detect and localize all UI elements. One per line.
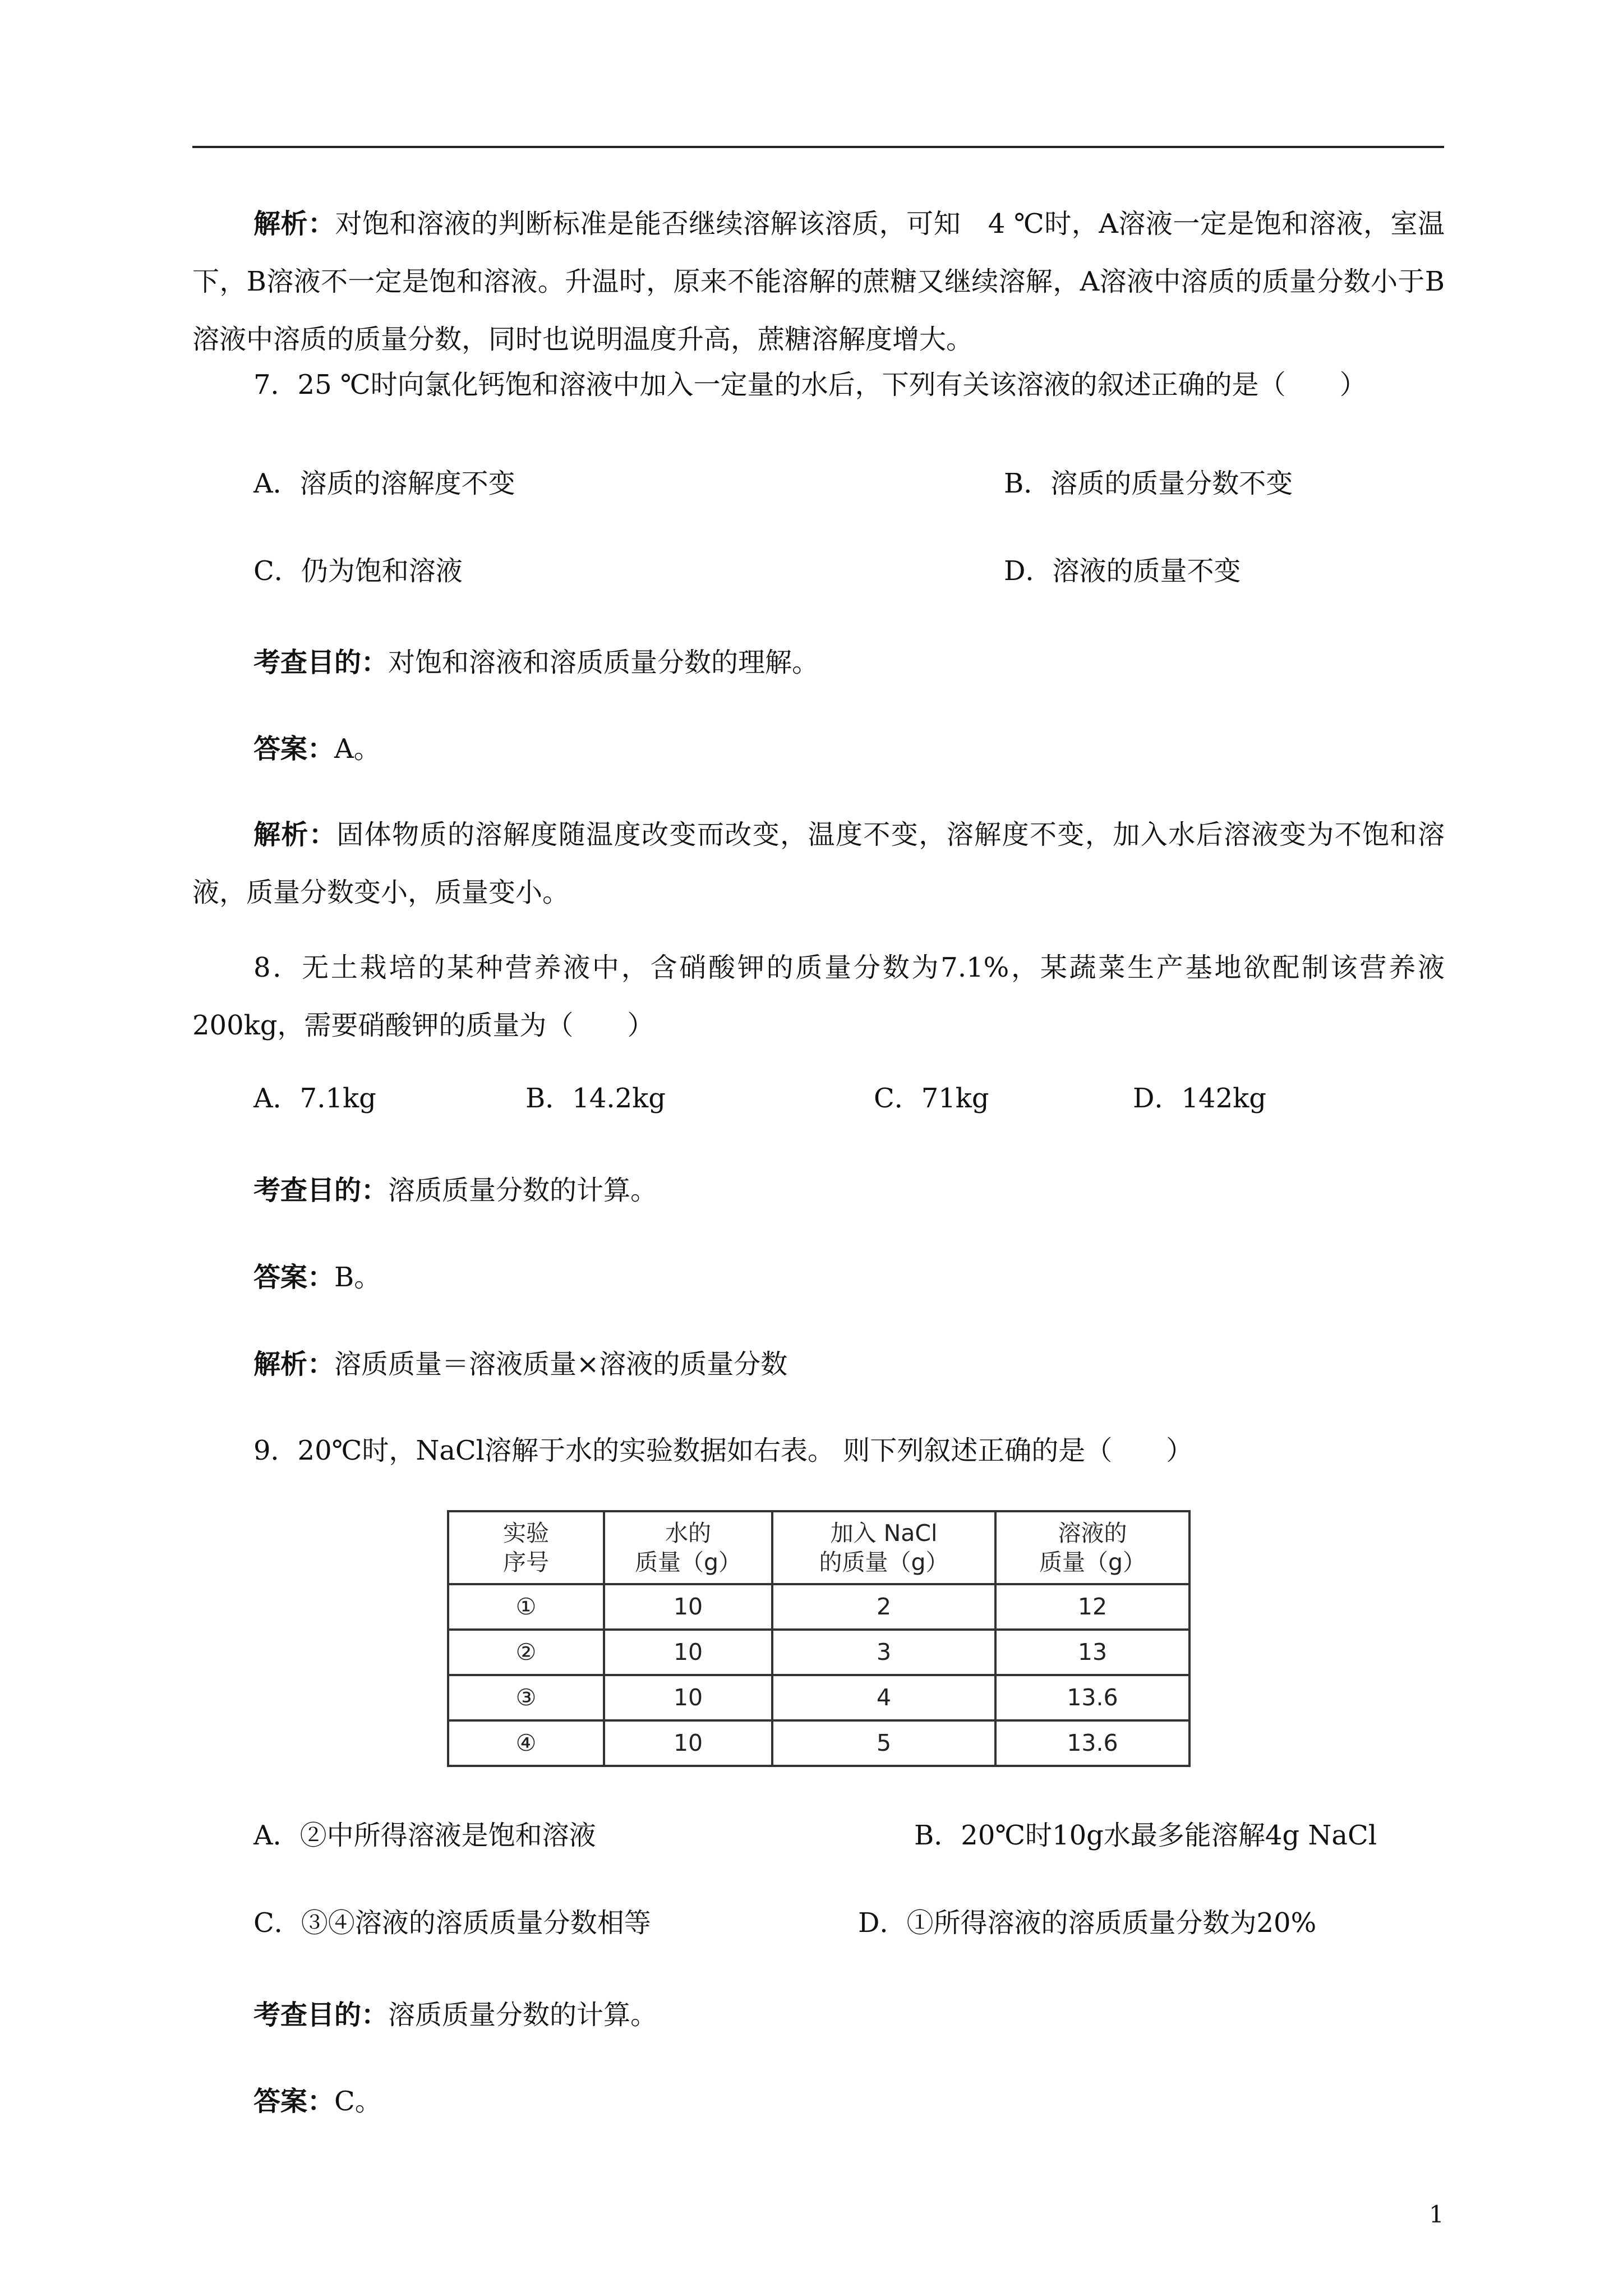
purpose-text: 对饱和溶液和溶质质量分数的理解。 bbox=[388, 647, 819, 678]
purpose-label: 考查目的： bbox=[253, 1175, 389, 1206]
table-row bbox=[448, 1675, 1189, 1720]
nacl-data-table bbox=[447, 1510, 1191, 1767]
table-cell: 10 bbox=[604, 1675, 772, 1720]
answer-label: 答案： bbox=[253, 733, 335, 765]
table-cell: 13.6 bbox=[995, 1675, 1189, 1720]
table-cell: 2 bbox=[772, 1584, 995, 1630]
q8-stem: 8．无土栽培的某种营养液中，含硝酸钾的质量分数为7.1%，某蔬菜生产基地欲配制该营养液200kg，需要硝酸钾的质量为（ ） bbox=[192, 952, 1445, 1041]
header-cell-nacl bbox=[772, 1511, 995, 1584]
explanation-label: 解析： bbox=[253, 1349, 335, 1380]
purpose-text: 溶质质量分数的计算。 bbox=[388, 1999, 658, 2031]
purpose-text: 溶质质量分数的计算。 bbox=[388, 1175, 658, 1206]
purpose-label: 考查目的： bbox=[253, 1999, 389, 2031]
q7-answer bbox=[253, 720, 1445, 778]
q9-option-d: D．①所得溶液的溶质质量分数为20% bbox=[858, 1907, 1317, 1939]
table-row bbox=[448, 1720, 1189, 1766]
answer-text: A。 bbox=[334, 733, 381, 765]
q8-option-b: B．14.2kg bbox=[525, 1083, 666, 1114]
table-cell: 10 bbox=[604, 1630, 772, 1675]
table-row bbox=[448, 1630, 1189, 1675]
q7-option-d: D．溶液的质量不变 bbox=[1004, 555, 1241, 587]
header-line: 加入 NaCl bbox=[830, 1519, 938, 1547]
q6-explanation bbox=[192, 195, 1445, 369]
table-cell: 10 bbox=[604, 1584, 772, 1630]
q9-purpose bbox=[253, 1986, 1445, 2044]
purpose-label: 考查目的： bbox=[253, 647, 389, 678]
header-line: 质量（g） bbox=[635, 1548, 742, 1576]
header-line: 的质量（g） bbox=[819, 1548, 949, 1576]
answer-label: 答案： bbox=[253, 2086, 335, 2117]
answer-text: B。 bbox=[334, 1262, 381, 1293]
q8-explanation bbox=[253, 1336, 1445, 1393]
header-cell-water bbox=[604, 1511, 772, 1584]
q8-option-d: D．142kg bbox=[1133, 1083, 1266, 1114]
explanation-text: 溶质质量＝溶液质量×溶液的质量分数 bbox=[334, 1349, 788, 1380]
answer-text: C。 bbox=[334, 2086, 382, 2117]
q7-option-c: C．仍为饱和溶液 bbox=[253, 555, 463, 587]
header-line: 序号 bbox=[503, 1548, 550, 1576]
table-cell: ① bbox=[448, 1584, 604, 1630]
explanation-text: 对饱和溶液的判断标准是能否继续溶解该溶质，可知 4 ℃时，A溶液一定是饱和溶液，室温下，B溶液不一定是饱和溶液。升温时，原来不能溶解的蔗糖又继续溶解，A溶液中溶质的质量分数小于B溶液中溶质的质量分数，同时也说明温度升高，蔗糖溶解度增大。 bbox=[192, 208, 1445, 355]
q7-stem: 7．25 ℃时向氯化钙饱和溶液中加入一定量的水后，下列有关该溶液的叙述正确的是（ ） bbox=[253, 369, 1367, 401]
header-rule bbox=[192, 146, 1444, 148]
q9-stem: 9．20℃时，NaCl溶解于水的实验数据如右表。 则下列叙述正确的是（ ） bbox=[253, 1435, 1193, 1466]
answer-label: 答案： bbox=[253, 1262, 335, 1293]
table-cell: 5 bbox=[772, 1720, 995, 1766]
table-cell: 13 bbox=[995, 1630, 1189, 1675]
q8-answer bbox=[253, 1249, 1445, 1306]
header-cell-solution bbox=[995, 1511, 1189, 1584]
q9-answer bbox=[253, 2073, 1445, 2131]
table-cell: ③ bbox=[448, 1675, 604, 1720]
q9-option-a: A．②中所得溶液是饱和溶液 bbox=[253, 1820, 596, 1851]
header-line: 实验 bbox=[503, 1519, 550, 1547]
table-cell: 13.6 bbox=[995, 1720, 1189, 1766]
q7-purpose bbox=[253, 634, 1445, 692]
q7-option-b: B．溶质的质量分数不变 bbox=[1004, 468, 1293, 499]
table-cell: 4 bbox=[772, 1675, 995, 1720]
table-row bbox=[448, 1584, 1189, 1630]
header-line: 水的 bbox=[665, 1519, 712, 1547]
explanation-label: 解析： bbox=[253, 819, 337, 850]
q7-option-a: A．溶质的溶解度不变 bbox=[253, 468, 515, 499]
page-number: 1 bbox=[1429, 2201, 1444, 2228]
table-cell: ④ bbox=[448, 1720, 604, 1766]
q7-explanation bbox=[192, 806, 1445, 922]
q8-option-a: A．7.1kg bbox=[253, 1083, 376, 1114]
explanation-text: 固体物质的溶解度随温度改变而改变，温度不变，溶解度不变，加入水后溶液变为不饱和溶液，质量分数变小，质量变小。 bbox=[192, 819, 1445, 908]
header-line: 溶液的 bbox=[1058, 1519, 1127, 1547]
header-line: 质量（g） bbox=[1039, 1548, 1146, 1576]
table-cell: 3 bbox=[772, 1630, 995, 1675]
q8-purpose bbox=[253, 1162, 1445, 1220]
q9-option-b: B．20℃时10g水最多能溶解4g NaCl bbox=[914, 1820, 1377, 1851]
table-cell: 12 bbox=[995, 1584, 1189, 1630]
q9-option-c: C．③④溶液的溶质质量分数相等 bbox=[253, 1907, 651, 1939]
explanation-label: 解析： bbox=[253, 208, 335, 240]
table-header-row bbox=[448, 1511, 1189, 1584]
table-cell: ② bbox=[448, 1630, 604, 1675]
q8-option-c: C．71kg bbox=[874, 1083, 989, 1114]
table-cell: 10 bbox=[604, 1720, 772, 1766]
header-cell-trial bbox=[448, 1511, 604, 1584]
